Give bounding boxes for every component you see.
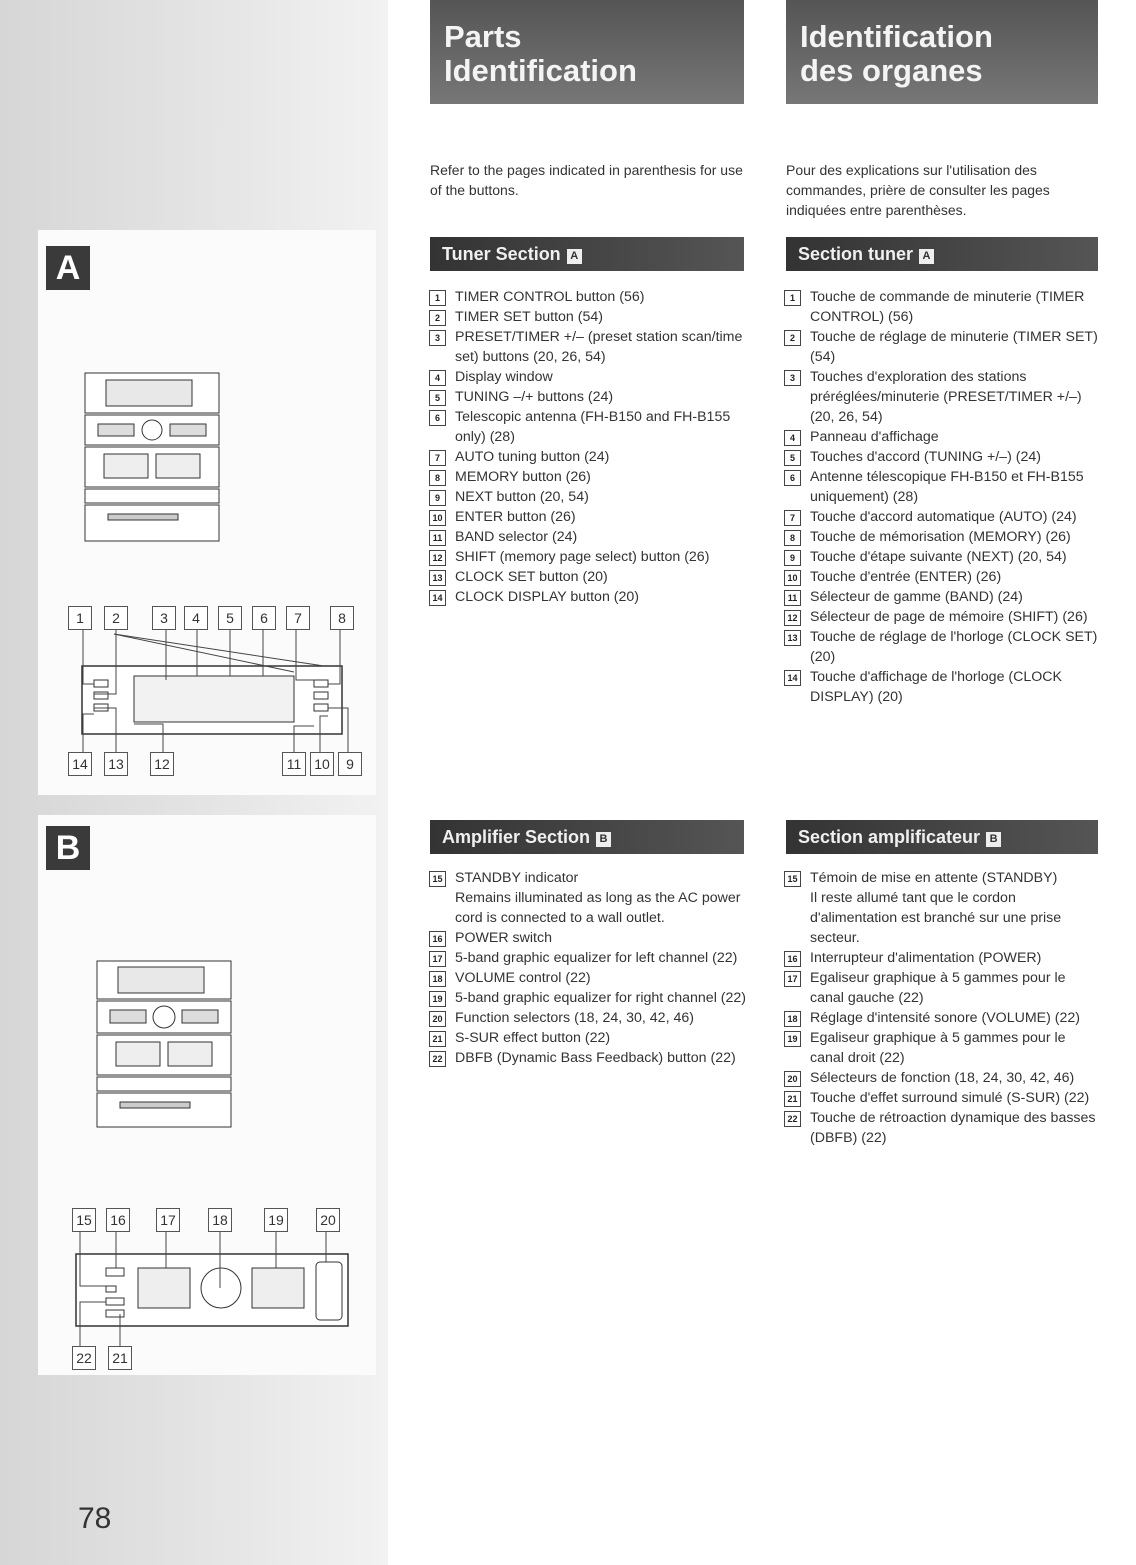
item-number: 16 bbox=[784, 951, 801, 967]
callout-17: 17 bbox=[156, 1208, 180, 1232]
list-item bbox=[784, 1088, 1102, 1108]
list-item bbox=[784, 527, 1102, 547]
list-item bbox=[429, 467, 747, 487]
list-item bbox=[429, 1028, 747, 1048]
french-tuner-mark: A bbox=[919, 249, 934, 264]
callout-15: 15 bbox=[72, 1208, 96, 1232]
item-text: Egaliseur graphique à 5 gammes pour le canal droit (22) bbox=[810, 1030, 1066, 1066]
list-item bbox=[429, 387, 747, 407]
callout-16: 16 bbox=[106, 1208, 130, 1232]
item-number: 21 bbox=[429, 1031, 446, 1047]
item-text: Display window bbox=[455, 369, 553, 385]
item-text: Touche de commande de minuterie (TIMER CONTROL) (56) bbox=[810, 289, 1085, 325]
french-amp-title: Section amplificateur bbox=[798, 827, 981, 847]
callout-18: 18 bbox=[208, 1208, 232, 1232]
french-amp-list bbox=[784, 868, 1102, 1148]
callout-11: 11 bbox=[282, 752, 306, 776]
item-text: Touches d'accord (TUNING +/–) (24) bbox=[810, 449, 1041, 465]
item-text: Touche d'affichage de l'horloge (CLOCK DISPLAY) (20) bbox=[810, 669, 1063, 705]
french-tuner-title: Section tuner bbox=[798, 244, 914, 264]
item-text: Antenne télescopique FH-B150 et FH-B155 uniquement) (28) bbox=[810, 469, 1084, 505]
item-number: 6 bbox=[784, 470, 801, 486]
item-number: 10 bbox=[784, 570, 801, 586]
item-text: CLOCK DISPLAY button (20) bbox=[455, 589, 639, 605]
list-item bbox=[429, 487, 747, 507]
item-text: Réglage d'intensité sonore (VOLUME) (22) bbox=[810, 1010, 1081, 1026]
item-text: Function selectors (18, 24, 30, 42, 46) bbox=[455, 1010, 694, 1026]
item-text: Panneau d'affichage bbox=[810, 429, 939, 445]
english-tuner-mark: A bbox=[567, 249, 582, 264]
list-item bbox=[784, 507, 1102, 527]
item-number: 19 bbox=[429, 991, 446, 1007]
item-number: 11 bbox=[429, 530, 446, 546]
item-text: TIMER CONTROL button (56) bbox=[455, 289, 645, 305]
callout-5: 5 bbox=[218, 606, 242, 630]
item-number: 2 bbox=[784, 330, 801, 346]
item-number: 7 bbox=[429, 450, 446, 466]
callout-12: 12 bbox=[150, 752, 174, 776]
item-text: Interrupteur d'alimentation (POWER) bbox=[810, 950, 1042, 966]
list-item bbox=[429, 527, 747, 547]
item-text: ENTER button (26) bbox=[455, 509, 576, 525]
item-text: TUNING –/+ buttons (24) bbox=[455, 389, 614, 405]
english-tuner-list bbox=[429, 287, 747, 607]
item-number: 2 bbox=[429, 310, 446, 326]
item-number: 15 bbox=[429, 871, 446, 887]
french-intro: Pour des explications sur l'utilisation des commandes, prière de consulter les pages indiquées entre parenthèses. bbox=[786, 162, 1050, 218]
item-text: Touche de mémorisation (MEMORY) (26) bbox=[810, 529, 1071, 545]
french-tuner-list bbox=[784, 287, 1102, 707]
item-number: 9 bbox=[429, 490, 446, 506]
item-number: 18 bbox=[784, 1011, 801, 1027]
item-number: 20 bbox=[429, 1011, 446, 1027]
item-number: 16 bbox=[429, 931, 446, 947]
item-text: Sélecteur de gamme (BAND) (24) bbox=[810, 589, 1023, 605]
callout-13: 13 bbox=[104, 752, 128, 776]
item-text: STANDBY indicator bbox=[455, 870, 579, 886]
callout-9: 9 bbox=[338, 752, 362, 776]
stereo-system-illustration-a bbox=[84, 372, 220, 544]
list-item bbox=[784, 1008, 1102, 1028]
item-description: Remains illuminated as long as the AC power cord is connected to a wall outlet. bbox=[455, 890, 741, 926]
english-title-line2: Identification bbox=[444, 53, 637, 88]
item-number: 6 bbox=[429, 410, 446, 426]
item-text: Sélecteurs de fonction (18, 24, 30, 42, 46) bbox=[810, 1070, 1075, 1086]
item-text: Touche d'étape suivante (NEXT) (20, 54) bbox=[810, 549, 1067, 565]
callout-3: 3 bbox=[152, 606, 176, 630]
item-text: Touche d'accord automatique (AUTO) (24) bbox=[810, 509, 1077, 525]
item-text: Touche de réglage de l'horloge (CLOCK SET) (20) bbox=[810, 629, 1098, 665]
callout-8: 8 bbox=[330, 606, 354, 630]
english-amp-mark: B bbox=[596, 832, 611, 847]
item-number: 3 bbox=[784, 370, 801, 386]
callout-2: 2 bbox=[104, 606, 128, 630]
list-item bbox=[784, 1028, 1102, 1068]
item-number: 18 bbox=[429, 971, 446, 987]
list-item bbox=[429, 407, 747, 447]
item-number: 12 bbox=[784, 610, 801, 626]
item-text: Touche de réglage de minuterie (TIMER SET) (54) bbox=[810, 329, 1098, 365]
english-title-line1: Parts bbox=[444, 19, 522, 54]
section-b-letter: B bbox=[46, 826, 90, 870]
list-item bbox=[784, 327, 1102, 367]
list-item bbox=[429, 567, 747, 587]
english-amp-title: Amplifier Section bbox=[442, 827, 591, 847]
item-number: 22 bbox=[784, 1111, 801, 1127]
item-number: 12 bbox=[429, 550, 446, 566]
item-number: 5 bbox=[429, 390, 446, 406]
french-title-line1: Identification bbox=[800, 19, 993, 54]
item-text: TIMER SET button (54) bbox=[455, 309, 603, 325]
item-text: VOLUME control (22) bbox=[455, 970, 591, 986]
item-text: PRESET/TIMER +/– (preset station scan/time set) buttons (20, 26, 54) bbox=[455, 329, 743, 365]
item-number: 5 bbox=[784, 450, 801, 466]
list-item bbox=[784, 667, 1102, 707]
item-text: Touche d'effet surround simulé (S-SUR) (22) bbox=[810, 1090, 1090, 1106]
item-text: NEXT button (20, 54) bbox=[455, 489, 589, 505]
item-text: Sélecteur de page de mémoire (SHIFT) (26) bbox=[810, 609, 1088, 625]
item-text: POWER switch bbox=[455, 930, 552, 946]
callout-14: 14 bbox=[68, 752, 92, 776]
french-title bbox=[786, 0, 1098, 104]
french-amp-mark: B bbox=[986, 832, 1001, 847]
item-number: 17 bbox=[784, 971, 801, 987]
item-number: 13 bbox=[429, 570, 446, 586]
english-tuner-title: Tuner Section bbox=[442, 244, 561, 264]
callout-6: 6 bbox=[252, 606, 276, 630]
list-item bbox=[784, 287, 1102, 327]
item-text: Touche d'entrée (ENTER) (26) bbox=[810, 569, 1002, 585]
english-intro: Refer to the pages indicated in parenthesis for use of the buttons. bbox=[430, 162, 743, 198]
list-item bbox=[784, 627, 1102, 667]
item-description: Il reste allumé tant que le cordon d'alimentation est branché sur une prise secteur. bbox=[810, 890, 1062, 946]
list-item bbox=[429, 447, 747, 467]
item-text: 5-band graphic equalizer for right channel (22) bbox=[455, 990, 747, 1006]
list-item bbox=[429, 1008, 747, 1028]
list-item bbox=[784, 1108, 1102, 1148]
page-number: 78 bbox=[78, 1502, 112, 1535]
item-number: 1 bbox=[784, 290, 801, 306]
item-number: 4 bbox=[784, 430, 801, 446]
item-text: DBFB (Dynamic Bass Feedback) button (22) bbox=[455, 1050, 736, 1066]
english-amp-list bbox=[429, 868, 747, 1068]
french-amp-header bbox=[786, 820, 1098, 854]
item-text: BAND selector (24) bbox=[455, 529, 578, 545]
list-item bbox=[429, 327, 747, 367]
item-text: Egaliseur graphique à 5 gammes pour le canal gauche (22) bbox=[810, 970, 1066, 1006]
item-text: Telescopic antenna (FH-B150 and FH-B155 only) (28) bbox=[455, 409, 731, 445]
item-text: S-SUR effect button (22) bbox=[455, 1030, 611, 1046]
list-item bbox=[429, 1048, 747, 1068]
list-item bbox=[429, 307, 747, 327]
item-number: 17 bbox=[429, 951, 446, 967]
french-title-line2: des organes bbox=[800, 53, 983, 88]
callout-4: 4 bbox=[184, 606, 208, 630]
item-number: 10 bbox=[429, 510, 446, 526]
english-tuner-header bbox=[430, 237, 744, 271]
item-number: 3 bbox=[429, 330, 446, 346]
item-text: MEMORY button (26) bbox=[455, 469, 591, 485]
item-number: 7 bbox=[784, 510, 801, 526]
item-text: 5-band graphic equalizer for left channel (22) bbox=[455, 950, 738, 966]
list-item bbox=[784, 948, 1102, 968]
callout-1: 1 bbox=[68, 606, 92, 630]
list-item bbox=[429, 948, 747, 968]
item-text: Touches d'exploration des stations préréglées/minuterie (PRESET/TIMER +/–) (20, 26, 54) bbox=[810, 369, 1082, 425]
item-text: Touche de rétroaction dynamique des basses (DBFB) (22) bbox=[810, 1110, 1096, 1146]
list-item bbox=[784, 367, 1102, 427]
list-item bbox=[429, 868, 747, 928]
list-item bbox=[784, 427, 1102, 447]
item-number: 8 bbox=[784, 530, 801, 546]
item-number: 15 bbox=[784, 871, 801, 887]
item-number: 19 bbox=[784, 1031, 801, 1047]
list-item bbox=[784, 447, 1102, 467]
item-number: 20 bbox=[784, 1071, 801, 1087]
list-item bbox=[429, 587, 747, 607]
list-item bbox=[784, 1068, 1102, 1088]
item-number: 22 bbox=[429, 1051, 446, 1067]
list-item bbox=[784, 547, 1102, 567]
item-text: Témoin de mise en attente (STANDBY) bbox=[810, 870, 1058, 886]
item-number: 8 bbox=[429, 470, 446, 486]
item-text: SHIFT (memory page select) button (26) bbox=[455, 549, 710, 565]
english-title bbox=[430, 0, 744, 104]
list-item bbox=[784, 968, 1102, 1008]
callout-19: 19 bbox=[264, 1208, 288, 1232]
item-number: 14 bbox=[429, 590, 446, 606]
item-number: 4 bbox=[429, 370, 446, 386]
french-tuner-header bbox=[786, 237, 1098, 271]
list-item bbox=[429, 287, 747, 307]
stereo-system-illustration-b bbox=[96, 960, 232, 1130]
list-item bbox=[784, 587, 1102, 607]
item-number: 13 bbox=[784, 630, 801, 646]
item-text: CLOCK SET button (20) bbox=[455, 569, 608, 585]
list-item bbox=[429, 367, 747, 387]
callout-21: 21 bbox=[108, 1346, 132, 1370]
item-number: 21 bbox=[784, 1091, 801, 1107]
list-item bbox=[429, 547, 747, 567]
item-number: 14 bbox=[784, 670, 801, 686]
list-item bbox=[429, 988, 747, 1008]
callout-10: 10 bbox=[310, 752, 334, 776]
list-item bbox=[429, 968, 747, 988]
list-item bbox=[429, 507, 747, 527]
list-item bbox=[784, 467, 1102, 507]
section-a-letter: A bbox=[46, 246, 90, 290]
item-number: 9 bbox=[784, 550, 801, 566]
item-text: AUTO tuning button (24) bbox=[455, 449, 610, 465]
callout-20: 20 bbox=[316, 1208, 340, 1232]
callout-22: 22 bbox=[72, 1346, 96, 1370]
callout-7: 7 bbox=[286, 606, 310, 630]
english-amp-header bbox=[430, 820, 744, 854]
list-item bbox=[784, 868, 1102, 948]
item-number: 11 bbox=[784, 590, 801, 606]
list-item bbox=[784, 607, 1102, 627]
list-item bbox=[784, 567, 1102, 587]
item-number: 1 bbox=[429, 290, 446, 306]
list-item bbox=[429, 928, 747, 948]
